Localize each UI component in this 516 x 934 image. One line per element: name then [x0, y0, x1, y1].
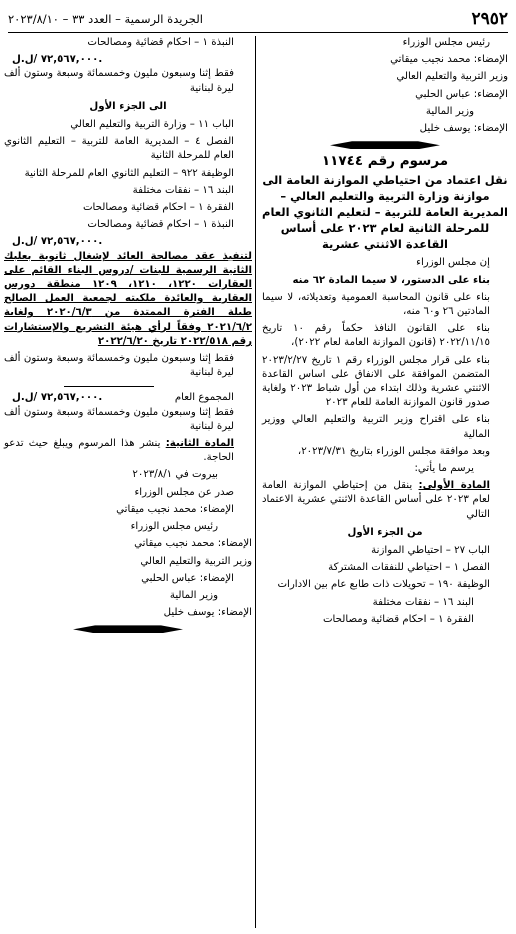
- right-column: [255, 36, 508, 928]
- signatory-title: رئيس مجلس الوزراء: [130, 521, 218, 533]
- signature: الإمضاء: عباس الحلبي: [415, 88, 508, 100]
- decree-number: مرسوم رقم ١١٧٤٤: [321, 153, 449, 170]
- signatory-title: وزير التربية والتعليم العالي: [140, 555, 252, 567]
- amount-words: فقط إثنا وسبعون مليون وخمسمائة وسبعة وستون ألف ليرة لبنانية: [4, 68, 234, 94]
- article-2: [4, 437, 252, 465]
- divider-line: [64, 386, 154, 387]
- page-number: ٢٩٥٢: [471, 9, 508, 29]
- recital: بناء على اقتراح وزير التربية والتعليم العالي ووزير المالية: [262, 414, 490, 440]
- section-heading: من الجزء الأول: [347, 526, 423, 538]
- signature: الإمضاء: عباس الحلبي: [141, 572, 234, 584]
- budget-line: الفقرة ١ – احكام قضائية ومصالحات: [322, 613, 474, 625]
- recital: بناء على القانون النافذ حكماً رقم ١٠ تاريخ ٢٠٢٢/١١/١٥ (قانون الموازنة العامة لعام ٢٠٢٢)،: [262, 323, 490, 349]
- budget-line: الوظيفة ١٩٠ – تحويلات ذات طابع عام بين الادارات: [277, 579, 490, 591]
- amount-row: [4, 53, 252, 67]
- budget-line: الباب ١١ – وزارة التربية والتعليم العالي: [70, 119, 234, 131]
- budget-line: الوظيفة ٩٢٢ – التعليم الثانوي العام للمرحلة الثانية: [24, 167, 234, 179]
- article-text: ينقل من إحتياطي الموازنة العامة لعام ٢٠٢٣ على أساس القاعدة الاثنتي عشرية الاعتماد التالي: [262, 480, 490, 520]
- decrees-phrase: يرسم ما يأتي:: [414, 463, 474, 475]
- signatory-title: وزير المالية: [169, 589, 218, 601]
- page-header: [8, 6, 508, 33]
- place-date: بيروت في ٢٠٢٣/٨/١: [132, 469, 218, 481]
- total-amount: ٧٢,٥٦٧,٠٠٠ /ل.ل.: [12, 392, 103, 404]
- signatory-title: وزير التربية والتعليم العالي: [396, 71, 508, 83]
- signature: الإمضاء: محمد نجيب ميقاتي: [390, 54, 508, 66]
- article-1: [262, 479, 508, 522]
- amount-words: فقط إثنا وسبعون مليون وخمسمائة وسبعة وستون ألف ليرة لبنانية: [4, 406, 234, 432]
- total-row: [4, 391, 252, 405]
- purpose-text: لتنفيذ عقد مصالحة العائد لإشغال ثانوية بعلبك الثانية الرسمية للبنات /دروس البناء القائم على العقارات ١٢٢٠، ١٢١٠، ١٢٠٩ منطقة دورس العقارية والعائدة ملكيته لجمعية العمل الصالح طيلة الفترة الممتدة من ٢٠٢٠/٦/٣ ولغاية ٢٠٢١/٦/٢ وفقاً لرأي هيئة التشريع والإستشارات رقم ٢٠٢٢/٥١٨ تاريخ ٢٠٢٢/٦/٢٠: [4, 250, 252, 347]
- section-heading: الى الجزء الأول: [89, 100, 167, 112]
- gazette-title: الجريدة الرسمية – العدد ٣٣ – ٢٠٢٣/٨/١٠: [8, 12, 203, 26]
- budget-line: الفصل ١ – احتياطي للنفقات المشتركة: [328, 562, 490, 574]
- left-column: [4, 36, 258, 928]
- article-label: المادة الأولى:: [418, 480, 490, 492]
- recital: بناء على قرار مجلس الوزراء رقم ١ تاريخ ٢٠٢٣/٢/٢٧ المتضمن الموافقة على الانفاق على اساس القاعدة الاثنتي عشرية وذلك ابتداء من أول شباط ٢٠٢٣ ولغاية صدور قانون الموازنة العامة للعام ٢٠٢٣: [262, 354, 490, 409]
- amount: ٧٢,٥٦٧,٠٠٠ /ل.ل.: [12, 54, 103, 66]
- recital: بناء على قانون المحاسبة العمومية وتعديلاته، لا سيما المادتين ٢٦ و٦٠ منه،: [262, 291, 490, 318]
- article-text: ينشر هذا المرسوم ويبلغ حيث تدعو الحاجة.: [4, 438, 234, 464]
- signatory-title: رئيس مجلس الوزراء: [402, 37, 490, 48]
- budget-line: الفصل ٤ – المديرية العامة للتربية – التعليم الثانوي العام للمرحلة الثانية: [4, 136, 234, 162]
- amount-words: فقط إثنا وسبعون مليون وخمسمائة وسبعة وستون ألف ليرة لبنانية: [4, 353, 234, 379]
- budget-line: البند ١٦ – نفقات مختلفة: [372, 596, 474, 608]
- decree-title: نقل اعتماد من احتياطي الموازنة العامة الى موازنة وزارة التربية والتعليم العالي – المديرية العامة للتربية – لتعليم الثانوي العام للمرحلة الثانية لعام ٢٠٢٣ على أساس القاعدة الاثنتي عشرية: [262, 173, 508, 252]
- signature: الإمضاء: يوسف خليل: [163, 607, 252, 619]
- amount: ٧٢,٥٦٧,٠٠٠ /ل.ل.: [12, 236, 103, 248]
- issued-by: صدر عن مجلس الوزراء: [134, 486, 234, 498]
- intro: إن مجلس الوزراء: [416, 257, 490, 269]
- signature: الإمضاء: محمد نجيب ميقاتي: [134, 538, 252, 550]
- amount-row: [4, 235, 252, 249]
- budget-line: النبذة ١ – احكام قضائية ومصالحات: [87, 219, 234, 231]
- article-label: المادة الثانية:: [165, 438, 234, 450]
- divider-arrow: [330, 141, 440, 149]
- signature: الإمضاء: يوسف خليل: [419, 123, 508, 135]
- budget-line: النبذة ١ – احكام قضائية ومصالحات: [87, 37, 234, 48]
- budget-line: البند ١٦ – نفقات مختلفة: [132, 184, 234, 196]
- divider-arrow: [73, 625, 183, 633]
- total-label: المجموع العام: [174, 392, 234, 404]
- signature: الإمضاء: محمد نجيب ميقاتي: [116, 503, 234, 515]
- signatory-title: وزير المالية: [425, 105, 474, 117]
- budget-line: الباب ٢٧ – احتياطي الموازنة: [371, 545, 490, 557]
- recital: بناء على الدستور، لا سيما المادة ٦٢ منه: [292, 274, 490, 286]
- budget-line: الفقرة ١ – احكام قضائية ومصالحات: [82, 202, 234, 214]
- recital: وبعد موافقة مجلس الوزراء بتاريخ ٢٠٢٣/٧/٣١،: [297, 445, 490, 457]
